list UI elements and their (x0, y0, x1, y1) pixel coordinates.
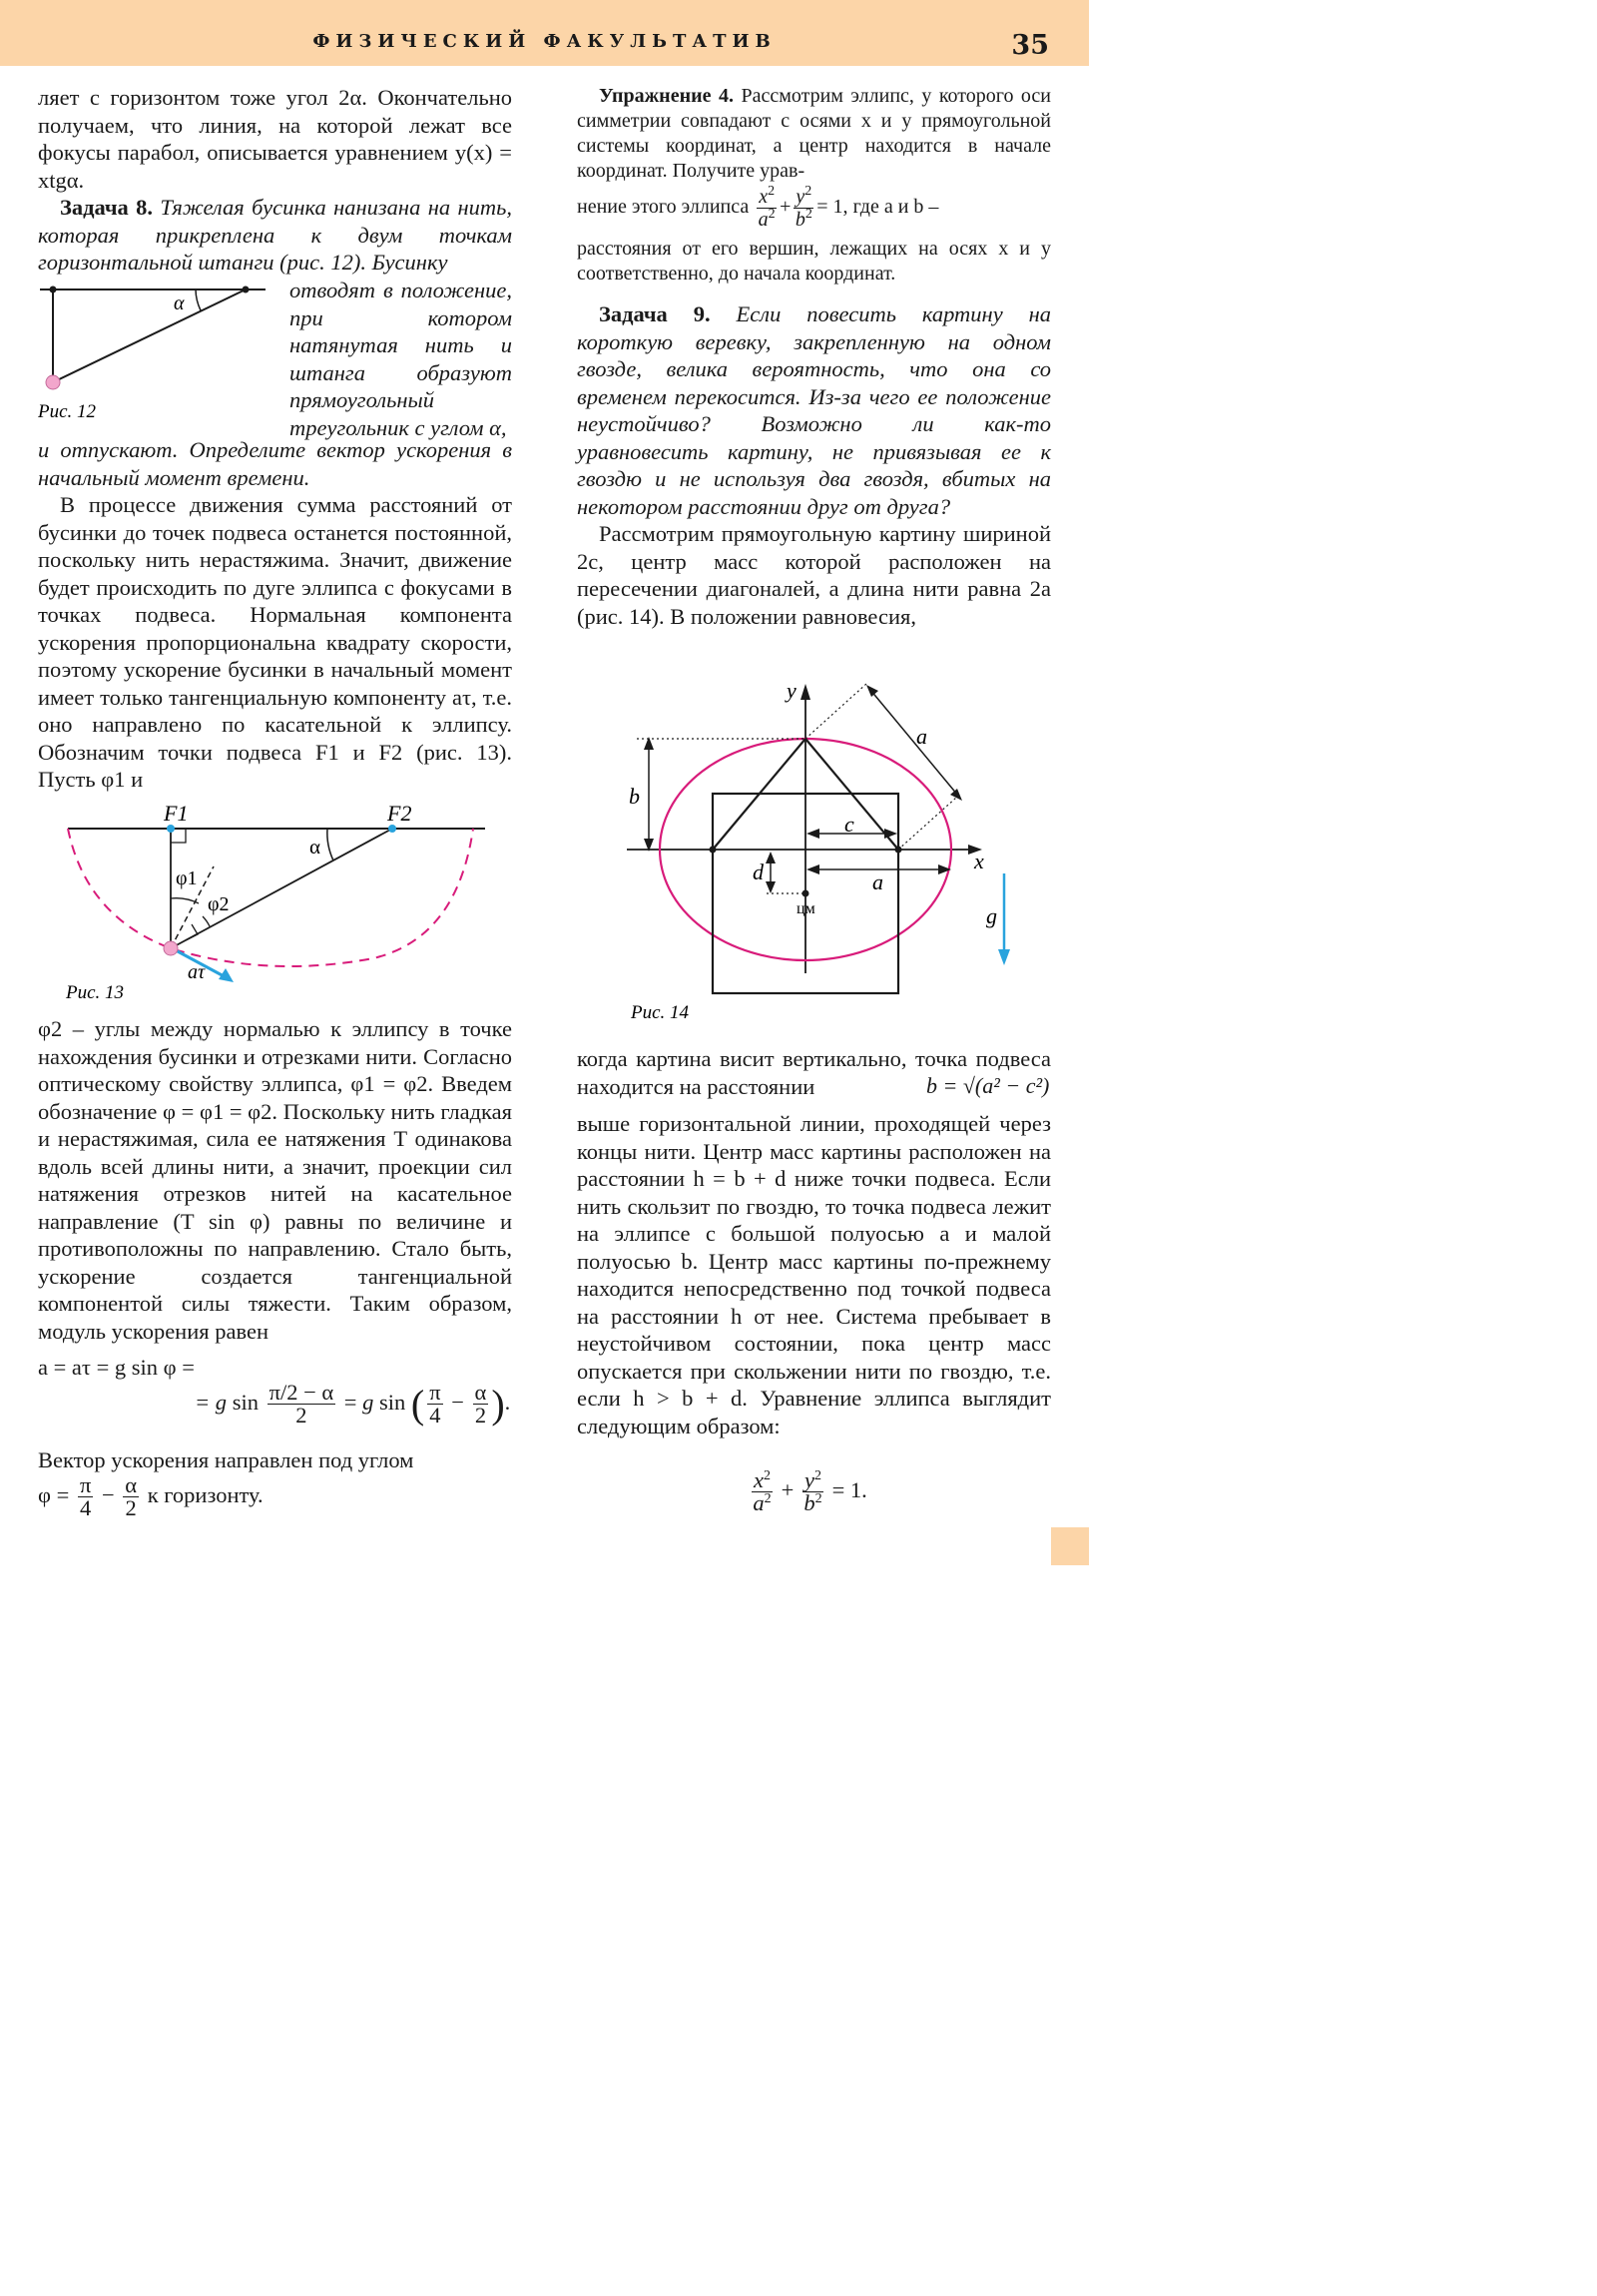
fig13-caption: Рис. 13 (66, 982, 125, 1003)
journal-title: ФИЗИЧЕСКИЙ ФАКУЛЬТАТИВ (312, 31, 777, 52)
paragraph-6a: когда картина висит вертикально, точка подвеса находится на расстоянии (577, 1046, 1051, 1099)
paragraph-3: φ2 – углы между нормалью к эллипсу в точке нахождения бусинки и отрезками нити. Согласно оптическому свойству эллипса, φ1 = φ2. Введем обозначение φ = φ1 = φ2. Поскольку нить гладкая и нерастяжимая, сила ее натяжения T одинакова вдоль всей длины нити, а значит, проекции сил натяжения отрезков нитей на касательное направление (T sin φ) равны по величине и противоположны по направлению. Стало быть, ускорение создается тангенциальной компонентой силы тяжести. Таким образом, модуль ускорения равен (38, 1016, 512, 1344)
ex4-end (577, 237, 1051, 287)
bead (46, 375, 60, 389)
left-column-bottom (38, 1015, 512, 1345)
paragraph-2: В процессе движения сумма расстояний от бусинки до точек подвеса останется постоянной, поскольку нить нерастяжима. Значит, движение будет происходить по дуге эллипса с фокусами в точках подвеса. Нормальная компонента ускорения пропорциональна квадрату скорости, поэтому ускорение бусинки в начальный момент имеет только тангенциальную компоненту aτ, т.е. оно направлено по касательной к эллипсу. Обозначим точки подвеса F1 и F2 (рис. 13). Пусть φ1 и (38, 492, 512, 792)
fig13-phi1: φ1 (176, 867, 198, 889)
ex4-label: Упражнение 4. (599, 85, 734, 107)
eq-ellipse-final: $\frac{x^2}{a^2}$ + $\frac{y^2}{b^2}$ = 1. (753, 1467, 867, 1516)
eq-angle: φ = $\frac{\pi}{4}$ − $\frac{\alpha}{2}$ к горизонту. (38, 1472, 264, 1521)
paragraph-4b: к горизонту. (147, 1482, 264, 1507)
right-column-end (577, 1110, 1051, 1439)
task9-text: Если повесить картину на короткую веревку, закрепленную на одном гвозде, велика вероятность, что она со временем перекосится. Из-за чего ее положение неустойчиво? Возможно ли как-то уравновесить картину, не привязывая ее к гвоздю и не используя два гвоздя, вбитых на некотором расстоянии друг от друга? (577, 301, 1052, 519)
fig14-b: b (629, 784, 640, 809)
fig13-F2: F2 (387, 801, 412, 826)
task8-label: Задача 8. (60, 195, 154, 220)
fig12-caption: Рис. 12 (38, 401, 97, 422)
left-column-middle (38, 436, 512, 794)
paragraph-4a: Вектор ускорения направлен под углом (38, 1447, 414, 1472)
fig13-phi2: φ2 (208, 893, 230, 915)
ex4-text-b: нение этого эллипса (577, 196, 750, 219)
task8-text-c: и отпускают. Определите вектор ускорения в начальный момент времени. (38, 437, 512, 490)
fig14-caption: Рис. 14 (631, 1002, 690, 1023)
task8-text-b: отводят в положение, при котором натянутая нить и штанга образуют прямоугольный треугольник с углом α, (289, 278, 512, 440)
left-column-top (38, 84, 512, 277)
fig14-y: y (787, 678, 797, 703)
paragraph-5: Рассмотрим прямоугольную картину шириной 2c, центр масс которой расположен на пересечении диагоналей, а длина нити равна 2a (рис. 14). В положении равновесия, (577, 521, 1051, 629)
task8-text-a: Тяжелая бусинка нанизана на нить, которая прикреплена к двум точкам горизонтальной штанги (рис. 12). Бусинку (38, 195, 513, 275)
eq-acceleration-line1: a = aτ = g sin φ = (38, 1355, 195, 1380)
fig14-d: d (753, 860, 764, 884)
fig14-g: g (986, 903, 997, 928)
fig14-x: x (974, 849, 984, 873)
fig14-a-diag: a (916, 724, 927, 749)
page-header (0, 0, 1089, 66)
task9-label: Задача 9. (599, 301, 711, 326)
paragraph-6b: выше горизонтальной линии, проходящей через концы нити. Центр масс картины расположен на расстоянии h = b + d ниже точки подвеса. Если нить скользит по гвоздю, то точка подвеса лежит на эллипсе с большой полуосью a и малой полуосью b. Центр масс картины по-прежнему находится непосредственно под точкой подвеса на расстоянии h от нее. Система пребывает в неустойчивом состоянии, пока центр масс опускается при скольжении нити по гвоздю, т.е. если h > b + d. Уравнение эллипса выглядит следующим образом: (577, 1111, 1051, 1438)
ex4-text-c: где a и b – (852, 196, 939, 219)
fig12-alpha-label: α (174, 292, 185, 314)
ex4-text-d: расстояния от его вершин, лежащих на осях x и y соответственно, до начала координат. (577, 238, 1051, 285)
ex4-text-a: Рассмотрим эллипс, у которого оси симметрии совпадают с осями x и y прямоугольной системы координат, а центр находится в начале координат. Получите урав- (577, 85, 1052, 182)
task9-block (577, 300, 1051, 630)
exercise-4-block (577, 84, 1051, 184)
ex4-equation-line: нение этого эллипса $\frac{x^2}{a^2}$ + $\frac{y^2}{b^2}$ = 1, где a и b – (577, 184, 939, 231)
figure-14 (577, 674, 1066, 1028)
page-number: 35 (1011, 30, 1049, 61)
figure-13 (38, 799, 512, 1008)
fig14-a-horiz: a (872, 869, 883, 894)
fig13-a-tau: aτ (188, 961, 206, 983)
ellipse-arc (68, 829, 473, 966)
center-of-mass-dot (802, 890, 809, 897)
corner-tab (1051, 1527, 1089, 1565)
fig14-cm: цм (797, 900, 815, 917)
fig14-c: c (844, 812, 854, 837)
figure-12 (38, 278, 277, 427)
eq-b-value: b = √(a² − c²) (926, 1073, 1050, 1098)
left-column-end (38, 1446, 512, 1474)
fig13-F1: F1 (164, 801, 189, 826)
paragraph-1: ляет с горизонтом тоже угол 2α. Окончательно получаем, что линия, на которой лежат все фокусы парабол, описывается уравнением y(x) = xtgα. (38, 85, 512, 193)
fig13-alpha: α (309, 835, 321, 859)
task8-wrap-text (289, 277, 512, 441)
eq-acceleration-line2: = g sin $\frac{\pi/2 - \alpha}{2}$ = g sin ( $\frac{\pi}{4}$ − $\frac{\alpha}{2}$ ). (195, 1380, 511, 1429)
